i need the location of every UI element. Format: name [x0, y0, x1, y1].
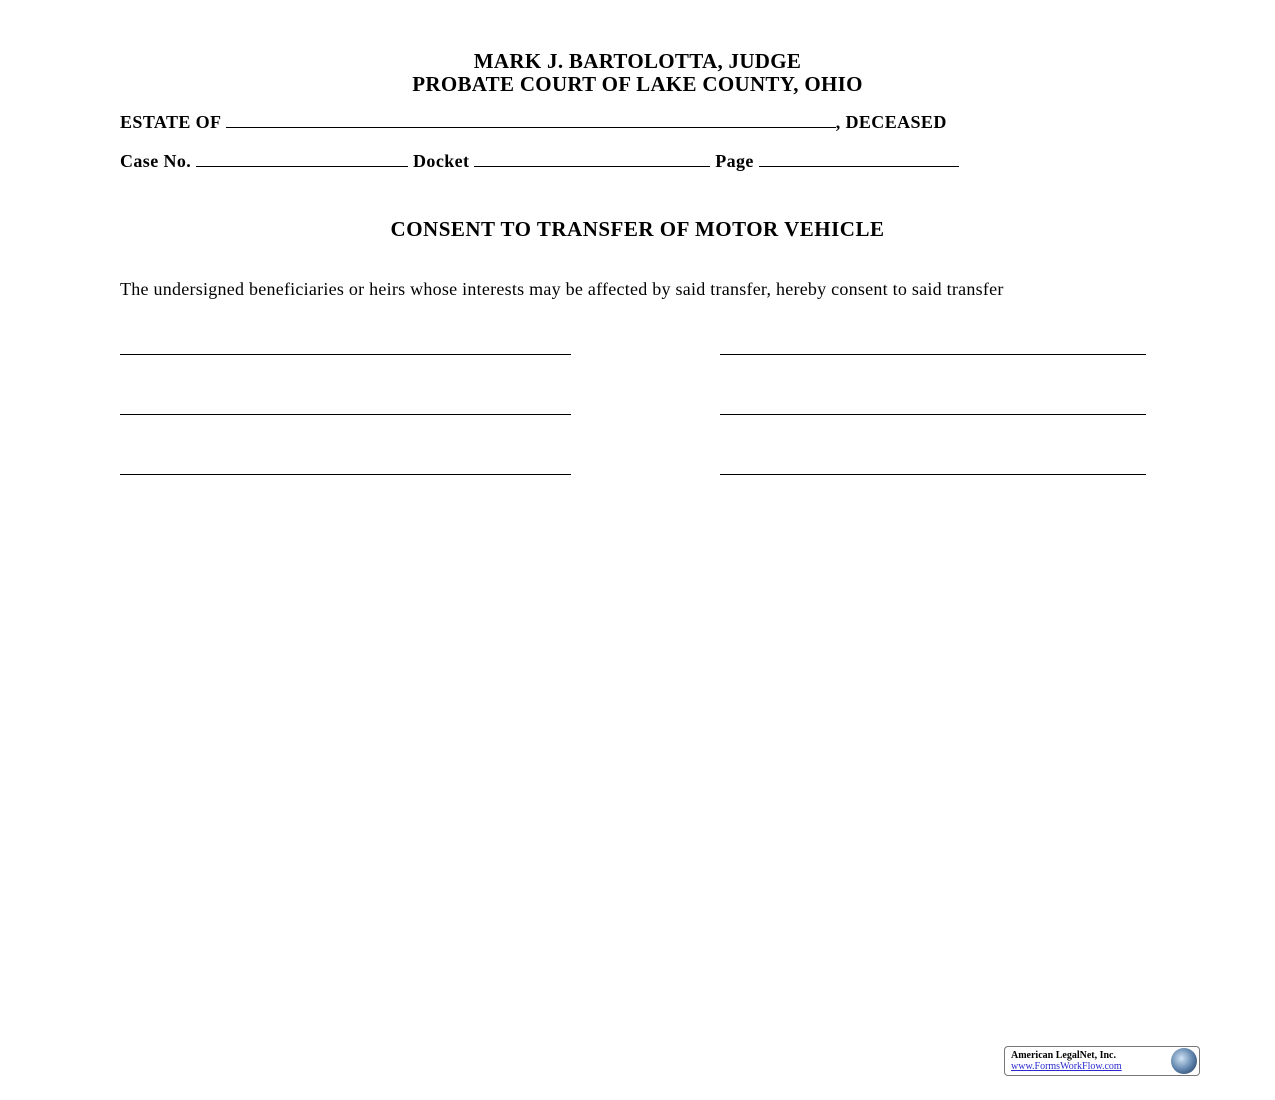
logo-url-link[interactable]: www.FormsWorkFlow.com: [1011, 1061, 1122, 1072]
signature-line[interactable]: [720, 354, 1146, 355]
court-name: PROBATE COURT OF LAKE COUNTY, OHIO: [412, 72, 863, 96]
estate-name-field[interactable]: [226, 113, 836, 128]
signature-line[interactable]: [120, 414, 571, 415]
signature-line[interactable]: [720, 414, 1146, 415]
signature-line[interactable]: [120, 354, 571, 355]
page-field[interactable]: [759, 152, 959, 167]
page-label: Page: [715, 151, 754, 171]
docket-field[interactable]: [474, 152, 710, 167]
american-legalnet-logo[interactable]: [1004, 1046, 1200, 1076]
estate-row: [120, 112, 947, 133]
estate-label: ESTATE OF: [120, 112, 221, 132]
logo-company: American LegalNet, Inc.: [1011, 1050, 1116, 1061]
judge-name: MARK J. BARTOLOTTA, JUDGE: [473, 49, 802, 73]
case-no-label: Case No.: [120, 151, 192, 171]
docket-label: Docket: [413, 151, 470, 171]
document-title: CONSENT TO TRANSFER OF MOTOR VEHICLE: [390, 217, 885, 241]
case-row: [120, 151, 959, 172]
case-no-field[interactable]: [196, 152, 408, 167]
deceased-label: , DECEASED: [835, 112, 947, 132]
globe-icon: [1171, 1048, 1197, 1074]
signature-line[interactable]: [720, 474, 1146, 475]
consent-statement: The undersigned beneficiaries or heirs whose interests may be affected by said transfer, hereby consent to said transfer: [120, 279, 1004, 299]
signature-line[interactable]: [120, 474, 571, 475]
